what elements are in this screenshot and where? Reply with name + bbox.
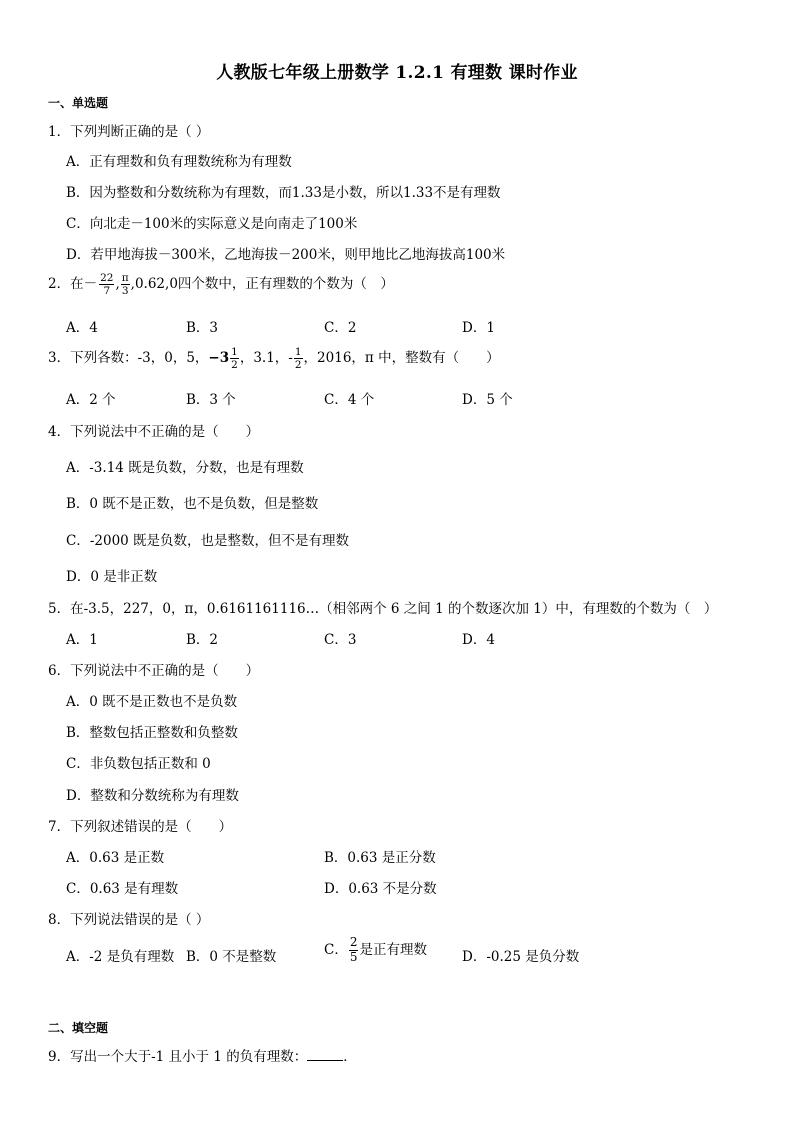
fraction-denominator: 2 bbox=[294, 359, 302, 372]
fraction-denominator: 7 bbox=[103, 285, 111, 298]
question-8-option-d: D．-0.25 是负分数 bbox=[462, 949, 580, 965]
question-1-option-b: B．因为整数和分数统称为有理数，而1.33是小数，所以1.33不是有理数 bbox=[66, 185, 501, 201]
answer-blank[interactable] bbox=[307, 1048, 343, 1061]
question-3-option-c: C．4 个 bbox=[324, 392, 375, 408]
question-9-prefix: 9．写出一个大于-1 且小于 1 的负有理数： bbox=[48, 1049, 308, 1065]
question-9-suffix: ． bbox=[343, 1049, 357, 1065]
question-9-stem bbox=[48, 1045, 357, 1065]
fraction-denominator: 5 bbox=[349, 949, 358, 964]
question-8-option-c bbox=[324, 936, 427, 965]
question-2-option-b: B．3 bbox=[186, 320, 219, 336]
question-3-prefix: 3．下列各数：-3，0，5， bbox=[48, 350, 209, 367]
question-3-mixed-fraction bbox=[230, 346, 239, 371]
section-single-choice: 一、单选题 bbox=[48, 96, 109, 110]
question-8-option-c-prefix: C． bbox=[324, 941, 348, 958]
question-7-option-c: C．0.63 是有理数 bbox=[66, 881, 179, 897]
section-fill-in: 二、填空题 bbox=[48, 1021, 109, 1035]
question-3-stem bbox=[48, 346, 500, 371]
question-8-option-a: A．-2 是负有理数 bbox=[66, 949, 175, 965]
question-1-option-d: D．若甲地海拔－300米，乙地海拔－200米，则甲地比乙地海拔高100米 bbox=[66, 247, 506, 263]
question-8-stem: 8．下列说法错误的是（ ） bbox=[48, 912, 210, 928]
question-2-option-d: D．1 bbox=[462, 320, 495, 336]
question-3-mixed-whole: −3 bbox=[208, 350, 230, 367]
question-6-option-b: B．整数包括正整数和负整数 bbox=[66, 725, 238, 741]
question-4-stem: 4．下列说法中不正确的是（ ） bbox=[48, 424, 260, 440]
fraction-numerator: 2 bbox=[349, 935, 358, 949]
question-5-option-a: A．1 bbox=[66, 632, 98, 648]
question-1-option-a: A．正有理数和负有理数统称为有理数 bbox=[66, 154, 292, 170]
page-title: 人教版七年级上册数学 1.2.1 有理数 课时作业 bbox=[216, 63, 578, 83]
question-6-stem: 6．下列说法中不正确的是（ ） bbox=[48, 663, 260, 679]
question-6-option-c: C．非负数包括正数和 0 bbox=[66, 756, 211, 772]
fraction-denominator: 2 bbox=[231, 359, 238, 372]
question-5-option-d: D．4 bbox=[462, 632, 495, 648]
question-5-stem: 5．在-3.5，227，0，π，0.6161161116…（相邻两个 6 之间 1 的个数逐次加 1）中，有理数的个数为（ ） bbox=[48, 601, 718, 617]
question-2-fraction-pi-3 bbox=[121, 272, 130, 297]
fraction-numerator: π bbox=[121, 272, 129, 284]
question-7-stem: 7．下列叙述错误的是（ ） bbox=[48, 819, 233, 835]
question-4-option-d: D．0 是非正数 bbox=[66, 569, 158, 585]
question-8-fraction-2-5 bbox=[349, 936, 359, 965]
question-2-minus: － bbox=[83, 276, 98, 293]
question-7-option-a: A．0.63 是正数 bbox=[66, 850, 165, 866]
question-2-fraction-22-7 bbox=[99, 272, 114, 297]
question-7-option-d: D．0.63 不是分数 bbox=[324, 881, 437, 897]
question-3-option-d: D．5 个 bbox=[462, 392, 513, 408]
question-3-fraction-1-2 bbox=[294, 346, 303, 371]
fraction-numerator: 22 bbox=[100, 272, 114, 284]
question-5-option-c: C．3 bbox=[324, 632, 357, 648]
question-3-mid: ，3.1，- bbox=[239, 350, 293, 367]
question-2-comma: , bbox=[115, 276, 120, 293]
question-6-option-d: D．整数和分数统称为有理数 bbox=[66, 788, 239, 804]
question-2-option-c: C．2 bbox=[324, 320, 357, 336]
question-1-option-c: C．向北走－100米的实际意义是向南走了100米 bbox=[66, 216, 358, 232]
question-3-option-a: A．2 个 bbox=[66, 392, 116, 408]
question-3-suffix: ，2016，π 中，整数有（ ） bbox=[303, 350, 500, 367]
question-6-option-a: A．0 既不是正数也不是负数 bbox=[66, 694, 238, 710]
question-8-option-c-suffix: 是正有理数 bbox=[359, 941, 427, 958]
fraction-numerator: 1 bbox=[231, 346, 238, 358]
question-2-stem bbox=[48, 272, 394, 297]
question-4-option-a: A．-3.14 既是负数，分数，也是有理数 bbox=[66, 460, 304, 476]
question-2-suffix: ,0.62,0四个数中，正有理数的个数为（ ） bbox=[130, 276, 394, 293]
fraction-denominator: 3 bbox=[121, 285, 129, 298]
fraction-numerator: 1 bbox=[294, 346, 302, 358]
question-4-option-b: B．0 既不是正数，也不是负数，但是整数 bbox=[66, 496, 319, 512]
question-7-option-b: B．0.63 是正分数 bbox=[324, 850, 436, 866]
question-2-prefix: 2．在 bbox=[48, 276, 84, 293]
question-4-option-c: C．-2000 既是负数，也是整数，但不是有理数 bbox=[66, 533, 350, 549]
question-8-option-b: B．0 不是整数 bbox=[186, 949, 277, 965]
question-5-option-b: B．2 bbox=[186, 632, 219, 648]
question-2-option-a: A．4 bbox=[66, 320, 98, 336]
question-3-option-b: B．3 个 bbox=[186, 392, 236, 408]
question-1-stem: 1．下列判断正确的是（ ） bbox=[48, 124, 210, 140]
